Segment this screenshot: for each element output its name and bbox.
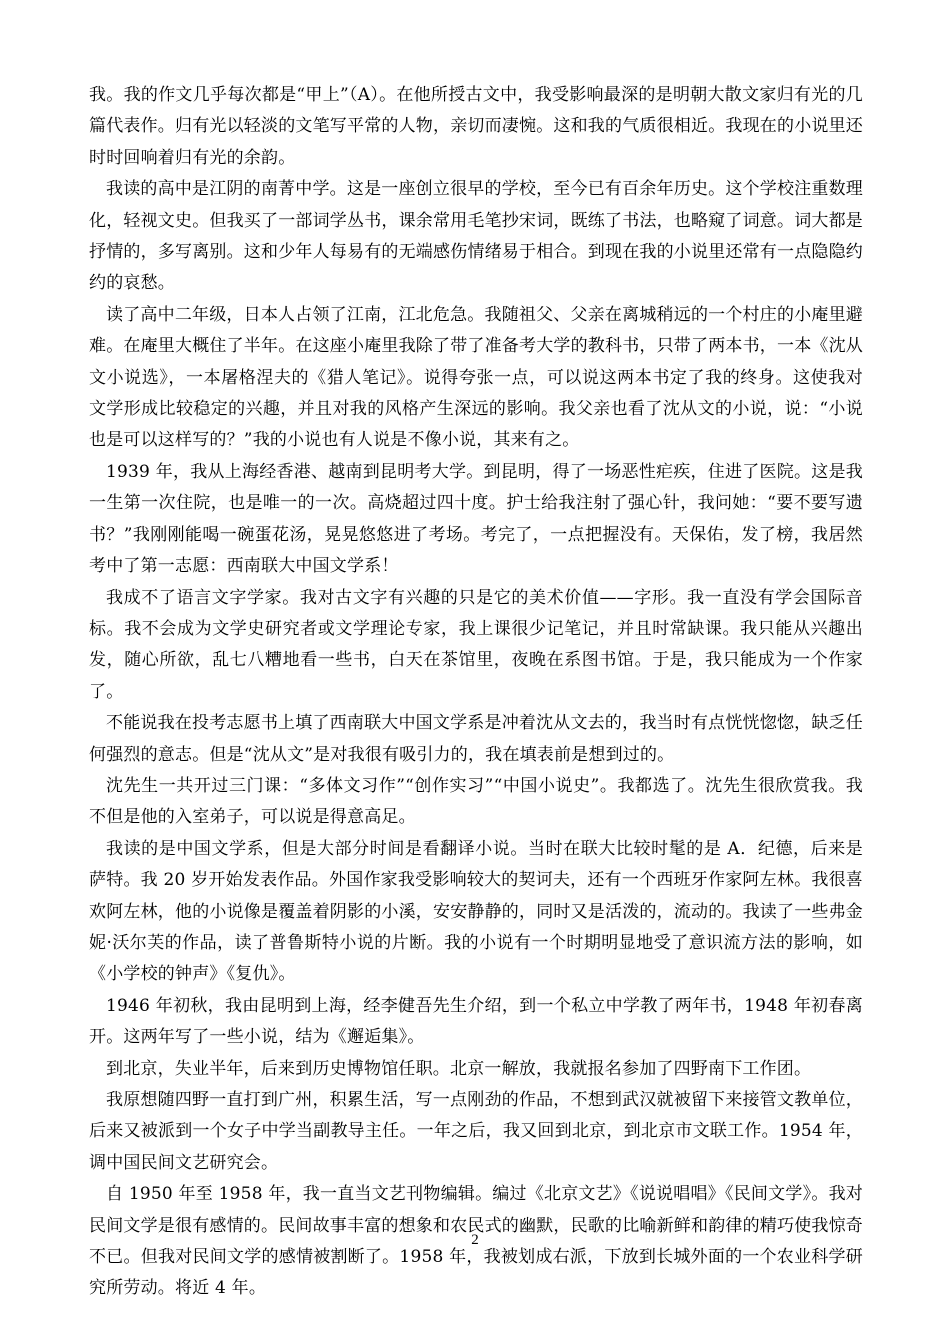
paragraph-continuation: 我。我的作文几乎每次都是“甲上”（A）。在他所授古文中，我受影响最深的是明朝大散文家归有光的几篇代表作。归有光以轻淡的文笔写平常的人物，亲切而凄惋。这和我的气质很相近。我现在的小说里还时时回响着归有光的余韵。 (89, 85, 863, 168)
page-number: 2 (471, 1232, 479, 1248)
page-body (89, 80, 863, 1305)
paragraph-1946: 1946 年初秋，我由昆明到上海，经李健吾先生介绍，到一个私立中学教了两年书，1948 年初春离开。这两年写了一些小说，结为《邂逅集》。 (89, 995, 863, 1048)
paragraph-high-school: 我读的高中是江阴的南菁中学。这是一座创立很早的学校，至今已有百余年历史。这个学校注重数理化，轻视文史。但我买了一部词学丛书，课余常用毛笔抄宋词，既练了书法，也略窥了词意。词大都是抒情的，多写离别。这和少年人每易有的无端感伤情绪易于相合。到现在我的小说里还常有一点隐隐约约的哀愁。 (89, 179, 863, 294)
paragraph-application: 不能说我在投考志愿书上填了西南联大中国文学系是冲着沈从文去的，我当时有点恍恍惚惚，缺乏任何强烈的意志。但是“沈从文”是对我很有吸引力的，我在填表前是想到过的。 (89, 713, 863, 765)
paragraph-1939: 1939 年，我从上海经香港、越南到昆明考大学。到昆明，得了一场恶性疟疾，住进了医院。这是我一生第一次住院，也是唯一的一次。高烧超过四十度。护士给我注射了强心针，我问她：“要不要写遗书？”我刚刚能喝一碗蛋花汤，晃晃悠悠进了考场。考完了，一点把握没有。天保佑，发了榜，我居然考中了第一志愿：西南联大中国文学系！ (89, 461, 863, 577)
paragraph-shen-courses: 沈先生一共开过三门课：“多体文习作”“创作实习”“中国小说史”。我都选了。沈先生很欣赏我。我不但是他的入室弟子，可以说是得意高足。 (89, 775, 863, 828)
paragraph-wuhan: 我原想随四野一直打到广州，积累生活，写一点刚劲的作品，不想到武汉就被留下来接管文教单位，后来又被派到一个女子中学当副教导主任。一年之后，我又回到北京，到北京市文联工作。1954 年，调中国民间文艺研究会。 (89, 1090, 863, 1173)
paragraph-refuge: 读了高中二年级，日本人占领了江南，江北危急。我随祖父、父亲在离城稍远的一个村庄的小庵里避难。在庵里大概住了半年。在这座小庵里我除了带了准备考大学的教科书，只带了两本书，一本《沈从文小说选》，一本屠格涅夫的《猎人笔记》。说得夸张一点，可以说这两本书定了我的终身。这使我对文学形成比较稳定的兴趣，并且对我的风格产生深远的影响。我父亲也看了沈从文的小说，说：“小说也是可以这样写的？”我的小说也有人说是不像小说，其来有之。 (89, 304, 863, 451)
paragraph-beijing: 到北京，失业半年，后来到历史博物馆任职。北京一解放，我就报名参加了四野南下工作团。 (106, 1058, 812, 1079)
paragraph-translated-novels: 我读的是中国文学系，但是大部分时间是看翻译小说。当时在联大比较时髦的是 A．纪德，后来是萨特。我 20 岁开始发表作品。外国作家我受影响较大的契诃夫，还有一个西班牙作家阿左林。我很喜欢阿左林，他的小说像是覆盖着阴影的小溪，安安静静的，同时又是活泼的，流动的。我读了一些弗金妮·沃尔芙的作品，读了普鲁斯特小说的片断。我的小说有一个时期明显地受了意识流方法的影响，如《小学校的钟声》《复仇》。 (89, 838, 863, 985)
paragraph-editor: 自 1950 年至 1958 年，我一直当文艺刊物编辑。编过《北京文艺》《说说唱唱》《民间文学》。我对民间文学是很有感情的。民间故事丰富的想象和农民式的幽默，民歌的比喻新鲜和韵律的精巧使我惊奇不已。但我对民间文学的感情被割断了。1958 年，我被划成右派，下放到长城外面的一个农业科学研究所劳动。将近 4 年。 (89, 1184, 863, 1299)
paragraph-linguistics: 我成不了语言文字学家。我对古文字有兴趣的只是它的美术价值——字形。我一直没有学会国际音标。我不会成为文学史研究者或文学理论专家，我上课很少记笔记，并且时常缺课。我只能从兴趣出发，随心所欲，乱七八糟地看一些书，白天在茶馆里，夜晚在系图书馆。于是，我只能成为一个作家了。 (89, 587, 863, 702)
